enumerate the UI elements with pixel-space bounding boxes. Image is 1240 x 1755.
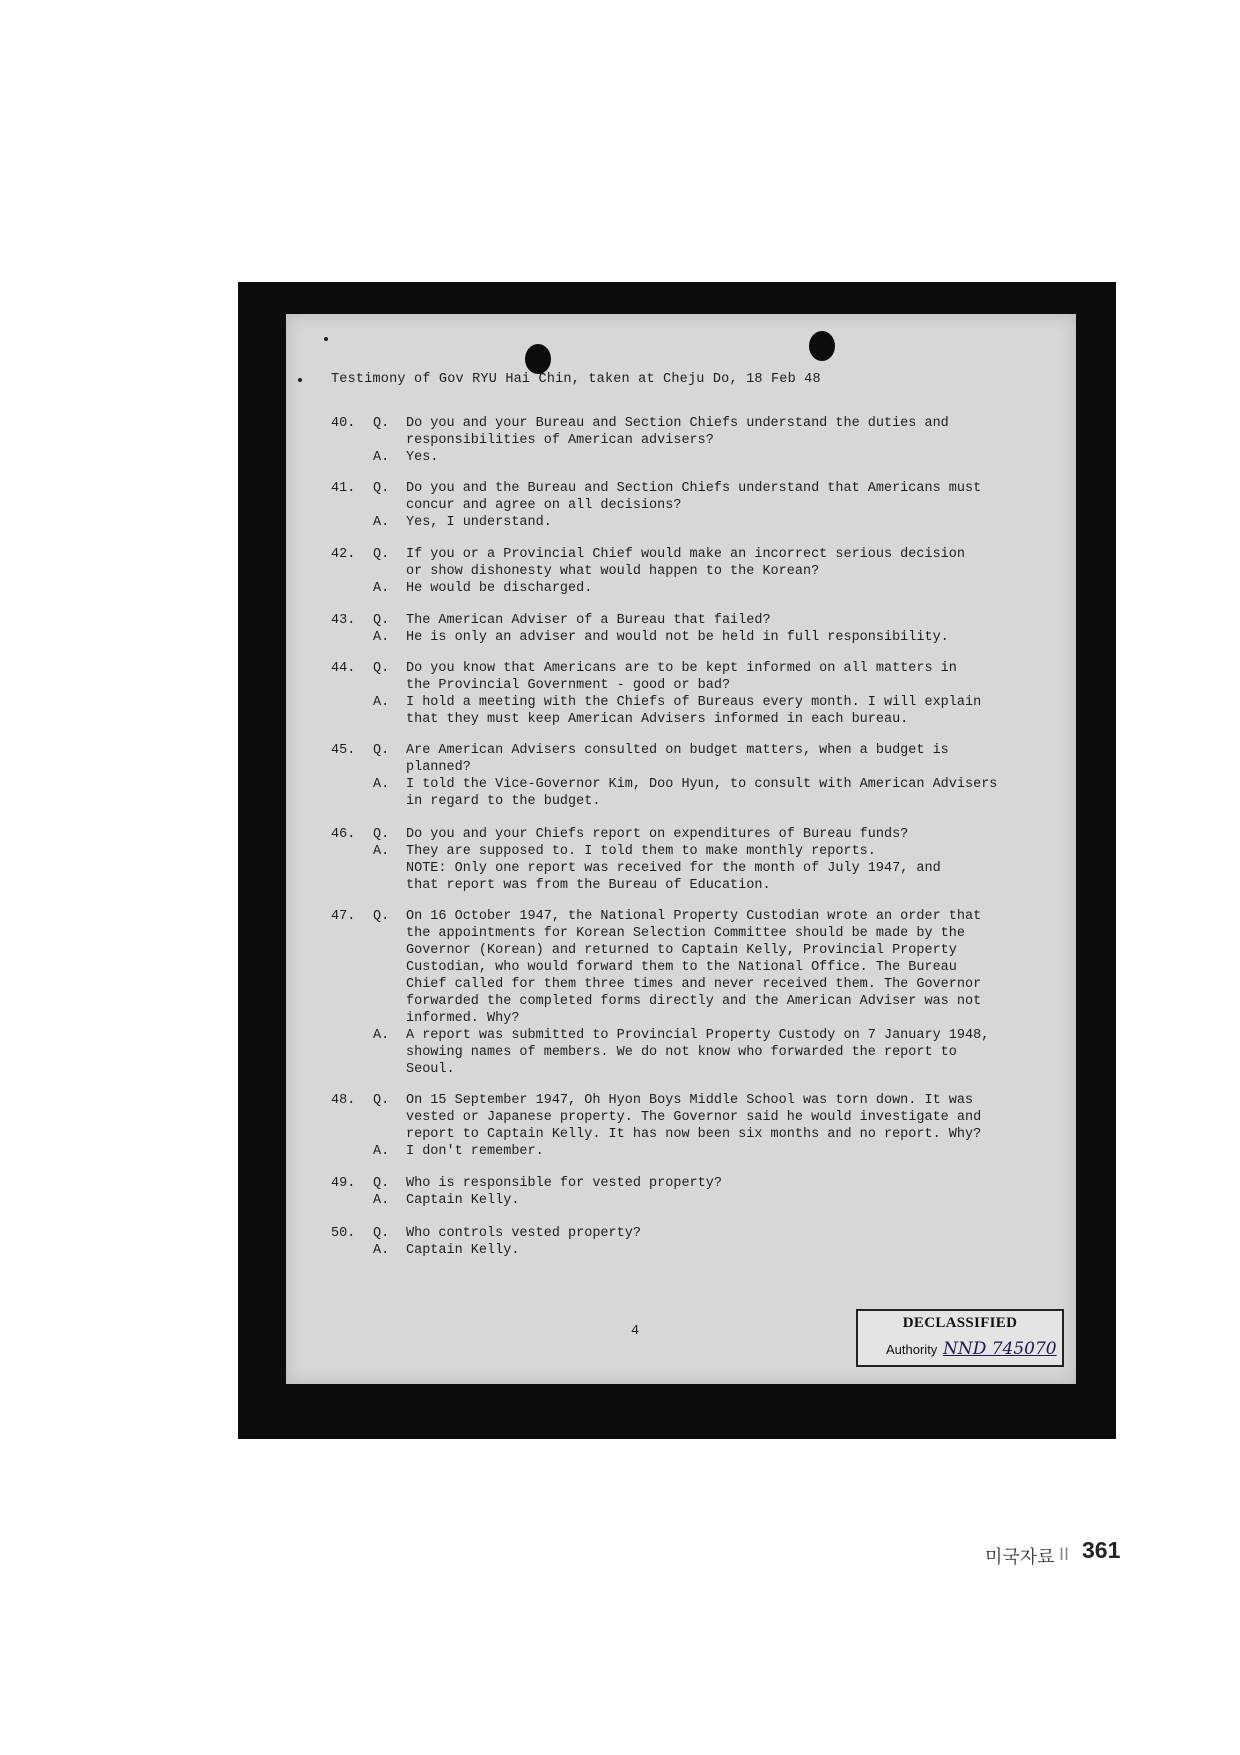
entry-number: 41. (331, 481, 356, 496)
answer-tag: A. (373, 695, 390, 710)
qa-entry (286, 1175, 1076, 1209)
answer-tag: A. (373, 777, 390, 792)
question-text: On 16 October 1947, the National Property Custodian wrote an order that the appointments for Korean Selection Committee should be made by the Governor (Korean) and returned to Captain Kelly, Provincial Property Custodian, who would forward them to the National Office. The Bureau Chief called for them three times and never received them. The Governor forwarded the completed forms directly and the American Adviser was not informed. Why? (406, 909, 982, 1026)
answer-row (286, 1027, 1076, 1078)
answer-tag: A. (373, 844, 390, 859)
qa-entry (286, 1092, 1076, 1160)
question-row (286, 546, 1076, 580)
answer-text: I don't remember. (406, 1144, 544, 1159)
answer-row (286, 1242, 1076, 1259)
note-body: Only one report was received for the month of July 1947, and that report was from the Bureau of Education. (406, 861, 941, 893)
answer-text: Yes. (406, 450, 439, 465)
question-row (286, 742, 1076, 776)
question-text: The American Adviser of a Bureau that failed? (406, 613, 771, 628)
note-row (286, 860, 1076, 894)
qa-entry (286, 826, 1076, 894)
question-tag: Q. (373, 547, 390, 562)
entry-number: 43. (331, 613, 356, 628)
entry-number: 46. (331, 827, 356, 842)
question-row (286, 1225, 1076, 1242)
answer-tag: A. (373, 450, 390, 465)
question-text: Who controls vested property? (406, 1226, 641, 1241)
entry-number: 44. (331, 661, 356, 676)
question-text: On 15 September 1947, Oh Hyon Boys Middle School was torn down. It was vested or Japanese property. The Governor said he would investigate and report to Captain Kelly. It has now been six months and no report. Why? (406, 1093, 982, 1142)
answer-row (286, 1143, 1076, 1160)
document-photo-frame (238, 282, 1116, 1439)
stamp-title: DECLASSIFIED (902, 1315, 1018, 1331)
footer-separator: II (1059, 1545, 1070, 1565)
stamp-authority (886, 1339, 1057, 1359)
answer-tag: A. (373, 1193, 390, 1208)
question-text: Do you and your Bureau and Section Chiefs understand the duties and responsibilities of American advisers? (406, 416, 949, 448)
footer-page-number: 361 (1082, 1537, 1121, 1563)
answer-tag: A. (373, 1243, 390, 1258)
answer-text: I told the Vice-Governor Kim, Doo Hyun, to consult with American Advisers in regard to the budget. (406, 777, 998, 809)
answer-row (286, 694, 1076, 728)
question-tag: Q. (373, 1226, 390, 1241)
qa-entry (286, 546, 1076, 597)
qa-entry (286, 415, 1076, 466)
question-tag: Q. (373, 613, 390, 628)
question-text: Do you and the Bureau and Section Chiefs understand that Americans must concur and agree on all decisions? (406, 481, 982, 513)
question-tag: Q. (373, 827, 390, 842)
question-row (286, 480, 1076, 514)
authority-label: Authority (886, 1342, 938, 1357)
answer-text: A report was submitted to Provincial Property Custody on 7 January 1948, showing names of members. We do not know who forwarded the report to Seoul. (406, 1028, 990, 1077)
question-text: Who is responsible for vested property? (406, 1176, 722, 1191)
answer-text: They are supposed to. I told them to make monthly reports. (406, 844, 876, 859)
qa-entry (286, 660, 1076, 728)
answer-row (286, 1192, 1076, 1209)
entry-number: 40. (331, 416, 356, 431)
entry-number: 49. (331, 1176, 356, 1191)
question-tag: Q. (373, 416, 390, 431)
entry-number: 50. (331, 1226, 356, 1241)
answer-row (286, 776, 1076, 810)
question-tag: Q. (373, 909, 390, 924)
note-text (406, 860, 1031, 894)
question-row (286, 660, 1076, 694)
declassified-stamp (856, 1309, 1064, 1367)
answer-row (286, 449, 1076, 466)
answer-tag: A. (373, 1028, 390, 1043)
question-row (286, 1092, 1076, 1143)
question-tag: Q. (373, 481, 390, 496)
answer-row (286, 843, 1076, 860)
qa-entry (286, 612, 1076, 646)
note-label: NOTE: (406, 861, 447, 876)
answer-row (286, 580, 1076, 597)
question-tag: Q. (373, 661, 390, 676)
entry-number: 45. (331, 743, 356, 758)
qa-entry (286, 1225, 1076, 1259)
answer-text: He is only an adviser and would not be held in full responsibility. (406, 630, 949, 645)
answer-tag: A. (373, 581, 390, 596)
answer-row (286, 629, 1076, 646)
answer-tag: A. (373, 1144, 390, 1159)
answer-text: Captain Kelly. (406, 1243, 520, 1258)
entry-number: 48. (331, 1093, 356, 1108)
qa-entry (286, 480, 1076, 531)
question-tag: Q. (373, 743, 390, 758)
answer-text: Captain Kelly. (406, 1193, 520, 1208)
footer-section-title: 미국자료 (985, 1547, 1055, 1568)
answer-tag: A. (373, 515, 390, 530)
answer-text: Yes, I understand. (406, 515, 552, 530)
question-row (286, 826, 1076, 843)
question-text: If you or a Provincial Chief would make an incorrect serious decision or show dishonesty what would happen to the Korean? (406, 547, 965, 579)
answer-row (286, 514, 1076, 531)
qa-list (286, 314, 1076, 1384)
answer-tag: A. (373, 630, 390, 645)
question-text: Do you and your Chiefs report on expenditures of Bureau funds? (406, 827, 909, 842)
question-row (286, 908, 1076, 1027)
question-text: Do you know that Americans are to be kept informed on all matters in the Provincial Government - good or bad? (406, 661, 957, 693)
entry-number: 47. (331, 909, 356, 924)
typed-document-page (286, 314, 1076, 1384)
question-tag: Q. (373, 1176, 390, 1191)
question-row (286, 415, 1076, 449)
question-row (286, 612, 1076, 629)
question-row (286, 1175, 1076, 1192)
document-heading: Testimony of Gov RYU Hai Chin, taken at Cheju Do, 18 Feb 48 (331, 372, 821, 387)
authority-code: NND 745070 (942, 1339, 1057, 1359)
typed-page-number: 4 (631, 1324, 640, 1339)
qa-entry (286, 908, 1076, 1078)
qa-entry (286, 742, 1076, 810)
question-text: Are American Advisers consulted on budget matters, when a budget is planned? (406, 743, 949, 775)
answer-text: I hold a meeting with the Chiefs of Bureaus every month. I will explain that they must keep American Advisers informed in each bureau. (406, 695, 982, 727)
answer-text: He would be discharged. (406, 581, 593, 596)
question-tag: Q. (373, 1093, 390, 1108)
entry-number: 42. (331, 547, 356, 562)
